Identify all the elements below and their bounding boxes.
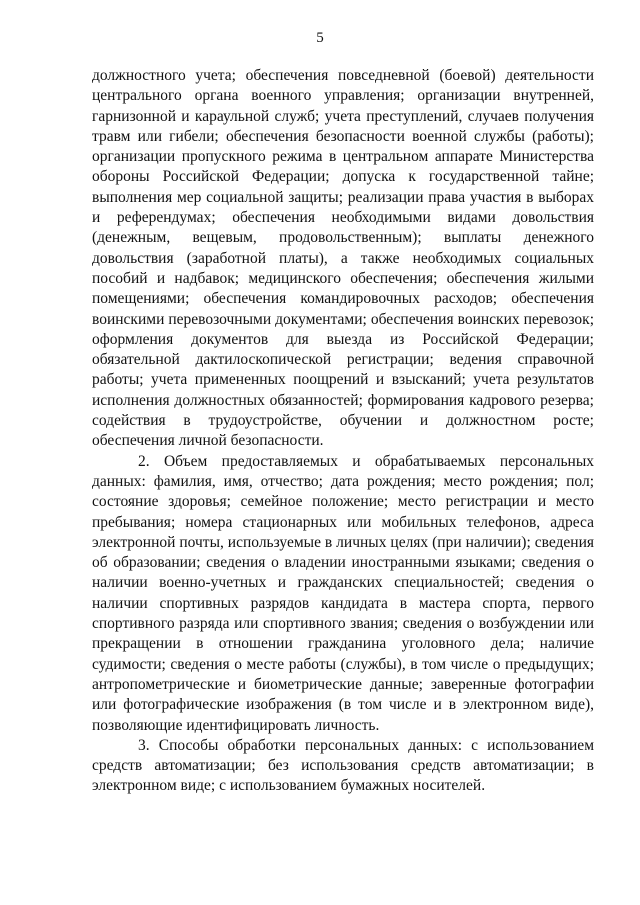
document-body (92, 66, 594, 797)
paragraph-continuation: должностного учета; обеспечения повседневной (боевой) деятельности центрального органа военного управления; организации внутренней, гарнизонной и караульной служб; учета преступлений, случаев получения травм или гибели; обеспечения безопасности военной службы (работы); организации пропускного режима в центральном аппарате Министерства обороны Российской Федерации; допуска к государственной тайне; выполнения мер социальной защиты; реализации права участия в выборах и референдумах; обеспечения необходимыми видами довольствия (денежным, вещевым, продовольственным); выплаты денежного довольствия (заработной платы), а также необходимых социальных пособий и надбавок; медицинского обеспечения; обеспечения жилыми помещениями; обеспечения командировочных расходов; обеспечения воинскими перевозочными документами; обеспечения воинских перевозок; оформления документов для выезда из Российской Федерации; обязательной дактилоскопической регистрации; ведения справочной работы; учета примененных поощрений и взысканий; учета результатов исполнения должностных обязанностей; формирования кадрового резерва; содействия в трудоустройстве, обучении и должностном росте; обеспечения личной безопасности. (92, 67, 594, 450)
page-number: 5 (316, 30, 324, 46)
paragraph-item-2: 2. Объем предоставляемых и обрабатываемых персональных данных: фамилия, имя, отчество; дата рождения; место рождения; пол; состояние здоровья; семейное положение; место регистрации и место пребывания; номера стационарных или мобильных телефонов, адреса электронной почты, используемые в личных целях (при наличии); сведения об образовании; сведения о владении иностранными языками; сведения о наличии военно-учетных и гражданских специальностей; сведения о наличии спортивных разрядов кандидата в мастера спорта, первого спортивного разряда или спортивного звания; сведения о возбуждении или прекращении в отношении гражданина уголовного дела; наличие судимости; сведения о месте работы (службы), в том числе о предыдущих; антропометрические и биометрические данные; заверенные фотографии или фотографические изображения (в том числе и в электронном виде), позволяющие идентифицировать личность. (92, 452, 594, 734)
paragraph-item-3: 3. Способы обработки персональных данных: с использованием средств автоматизации; без использования средств автоматизации; в электронном виде; с использованием бумажных носителей. (92, 736, 594, 795)
